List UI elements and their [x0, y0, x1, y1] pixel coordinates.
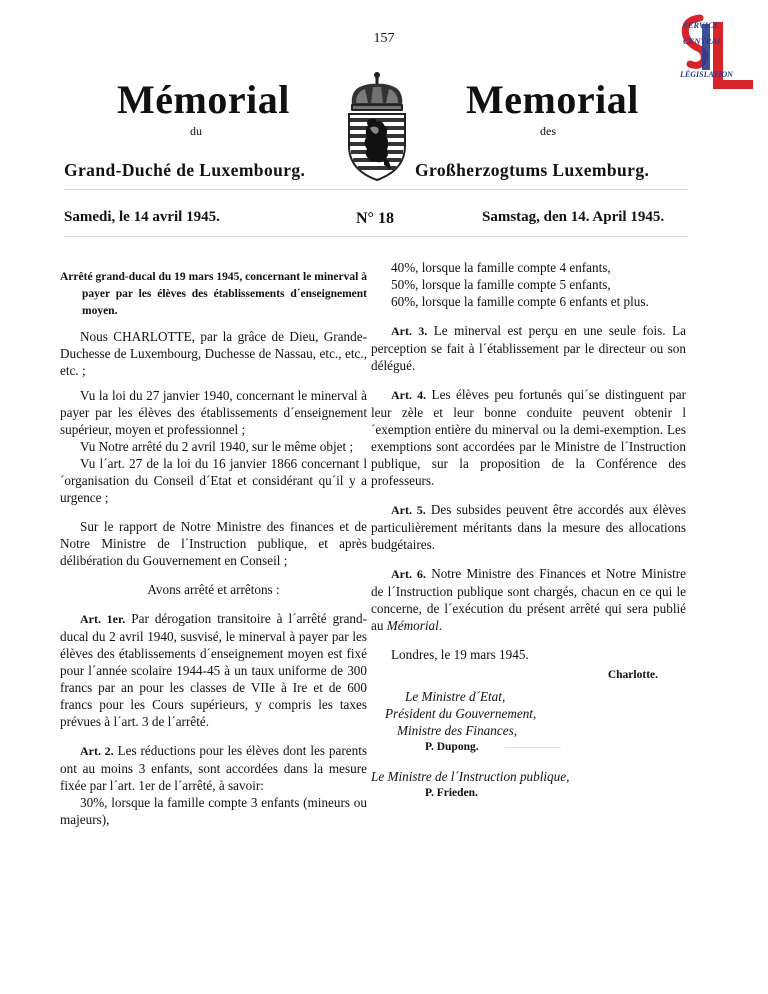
- date-german: Samstag, den 14. April 1945.: [482, 209, 665, 225]
- article-6-text-b: .: [438, 618, 443, 633]
- du-label: du: [190, 124, 202, 138]
- subtitle-german: Großherzogtums Luxemburg.: [415, 160, 650, 180]
- subtitle-french: Grand-Duché de Luxembourg.: [64, 160, 306, 180]
- article-4: [371, 386, 686, 489]
- closing-rule: [505, 747, 561, 748]
- place-date: Londres, le 19 mars 1945.: [391, 647, 529, 662]
- article-1: [60, 610, 367, 730]
- article-4-text: Les élèves peu fortunés qui´se distinguent par leur zèle et leur bonne conduite peuvent obtenir l´exemption entière du minerval ou la demi-exemption. Les exemptions sont accordées par le Ministre de l´Instruction publique, sur la proposition de la Conférence des professeurs.: [371, 387, 686, 488]
- article-5-label: Art. 5.: [391, 503, 426, 517]
- article-6-text-a: Notre Ministre des Finances et Notre Ministre de l´Instruction publique sont chargés, chacun en ce qui le concerne, de l´exécution du présent arrêté qui sera publié au: [371, 566, 687, 633]
- article-2-item-2: 40%, lorsque la famille compte 4 enfants,: [391, 260, 611, 275]
- logo-line2: CENTRAL: [683, 36, 723, 46]
- signatory-2-name: P. Frieden.: [425, 787, 478, 799]
- date-french: Samedi, le 14 avril 1945.: [64, 209, 220, 225]
- legislation-service-logo: [680, 14, 756, 100]
- paragraph-arretons: Avons arrêté et arrêtons :: [147, 582, 280, 597]
- sovereign-signature: Charlotte.: [607, 669, 658, 681]
- article-3: [371, 322, 686, 374]
- paragraph-vu-loi: Vu la loi du 27 janvier 1940, concernant le minerval à payer par les élèves des établissements d´enseignement supérieur, moyen et professionnel ;: [60, 388, 367, 437]
- paragraph-vu-art: Vu l´art. 27 de la loi du 16 janvier 1866 concernant l´organisation du Conseil d´Etat et considérant qu´il y a urgence ;: [60, 456, 367, 505]
- article-5-text: Des subsides peuvent être accordés aux élèves particulièrement méritants dans la mesure des allocations budgétaires.: [371, 502, 686, 552]
- title-french: Mémorial: [117, 77, 290, 122]
- paragraph-rapport: Sur le rapport de Notre Ministre des finances et de Notre Ministre de l´Instruction publique, et après délibération du Gouvernement en Conseil ;: [60, 519, 367, 568]
- date-rule: [64, 236, 688, 237]
- article-2-item-4: 60%, lorsque la famille compte 6 enfants et plus.: [391, 294, 649, 309]
- left-column: [60, 269, 367, 828]
- article-2: [60, 742, 367, 794]
- article-6: [371, 565, 686, 634]
- article-6-memorial: Mémorial: [386, 618, 439, 633]
- signatory-1-name: P. Dupong.: [425, 741, 479, 753]
- article-5: [371, 501, 686, 553]
- article-2-item-1: 30%, lorsque la famille compte 3 enfants (mineurs ou majeurs),: [60, 795, 367, 827]
- coat-of-arms-icon: [340, 70, 414, 184]
- article-2-text: Les réductions pour les élèves dont les parents ont au moins 3 enfants, sont accordées dans la mesure fixée par l´art. 1er de l´arrêté, à savoir:: [60, 743, 367, 793]
- article-2-item-3: 50%, lorsque la famille compte 5 enfants,: [391, 277, 611, 292]
- logo-line1: SERVICE: [683, 20, 720, 30]
- des-label: des: [540, 124, 556, 138]
- article-1-label: Art. 1er.: [80, 612, 126, 626]
- right-column: [371, 259, 686, 802]
- signatory-1-line-3: Ministre des Finances,: [397, 723, 518, 738]
- issue-number: N° 18: [356, 210, 394, 227]
- article-2-label: Art. 2.: [80, 744, 114, 758]
- article-6-label: Art. 6.: [391, 567, 426, 581]
- signatory-2-line-1: Le Ministre de l´Instruction publique,: [371, 769, 570, 784]
- signatory-1-line-1: Le Ministre d´Etat,: [405, 689, 506, 704]
- paragraph-vu-arrete: Vu Notre arrêté du 2 avril 1940, sur le même objet ;: [80, 439, 354, 454]
- logo-line3: LÉGISLATION: [680, 70, 733, 79]
- article-1-text: Par dérogation transitoire à l´arrêté grand-ducal du 2 avril 1940, susvisé, le minerval à payer par les élèves des établissements d´enseignement moyen est fixé pour l´année scolaire 1944-45 à un taux uniforme de 300 francs par an pour les classes de VIIe à Ire et de 600 francs pour les Cours supérieurs, y compris les taxes prévues à l´art. 3 de l´arrêté.: [60, 611, 367, 729]
- article-3-label: Art. 3.: [391, 324, 428, 338]
- title-german: Memorial: [466, 77, 639, 122]
- page-number: 157: [373, 31, 395, 46]
- paragraph-preamble: Nous CHARLOTTE, par la grâce de Dieu, Grande-Duchesse de Luxembourg, Duchesse de Nassau, etc., etc., etc. ;: [60, 329, 367, 378]
- article-4-label: Art. 4.: [391, 388, 427, 402]
- signatory-1-line-2: Président du Gouvernement,: [385, 706, 537, 721]
- header-rule: [64, 189, 688, 190]
- decree-heading: Arrêté grand-ducal du 19 mars 1945, concernant le minerval à payer par les élèves des établissements d´enseignement moyen.: [60, 271, 367, 317]
- article-3-text: Le minerval est perçu en une seule fois. La perception se fait à l´établissement par le directeur ou son délégué.: [371, 323, 686, 373]
